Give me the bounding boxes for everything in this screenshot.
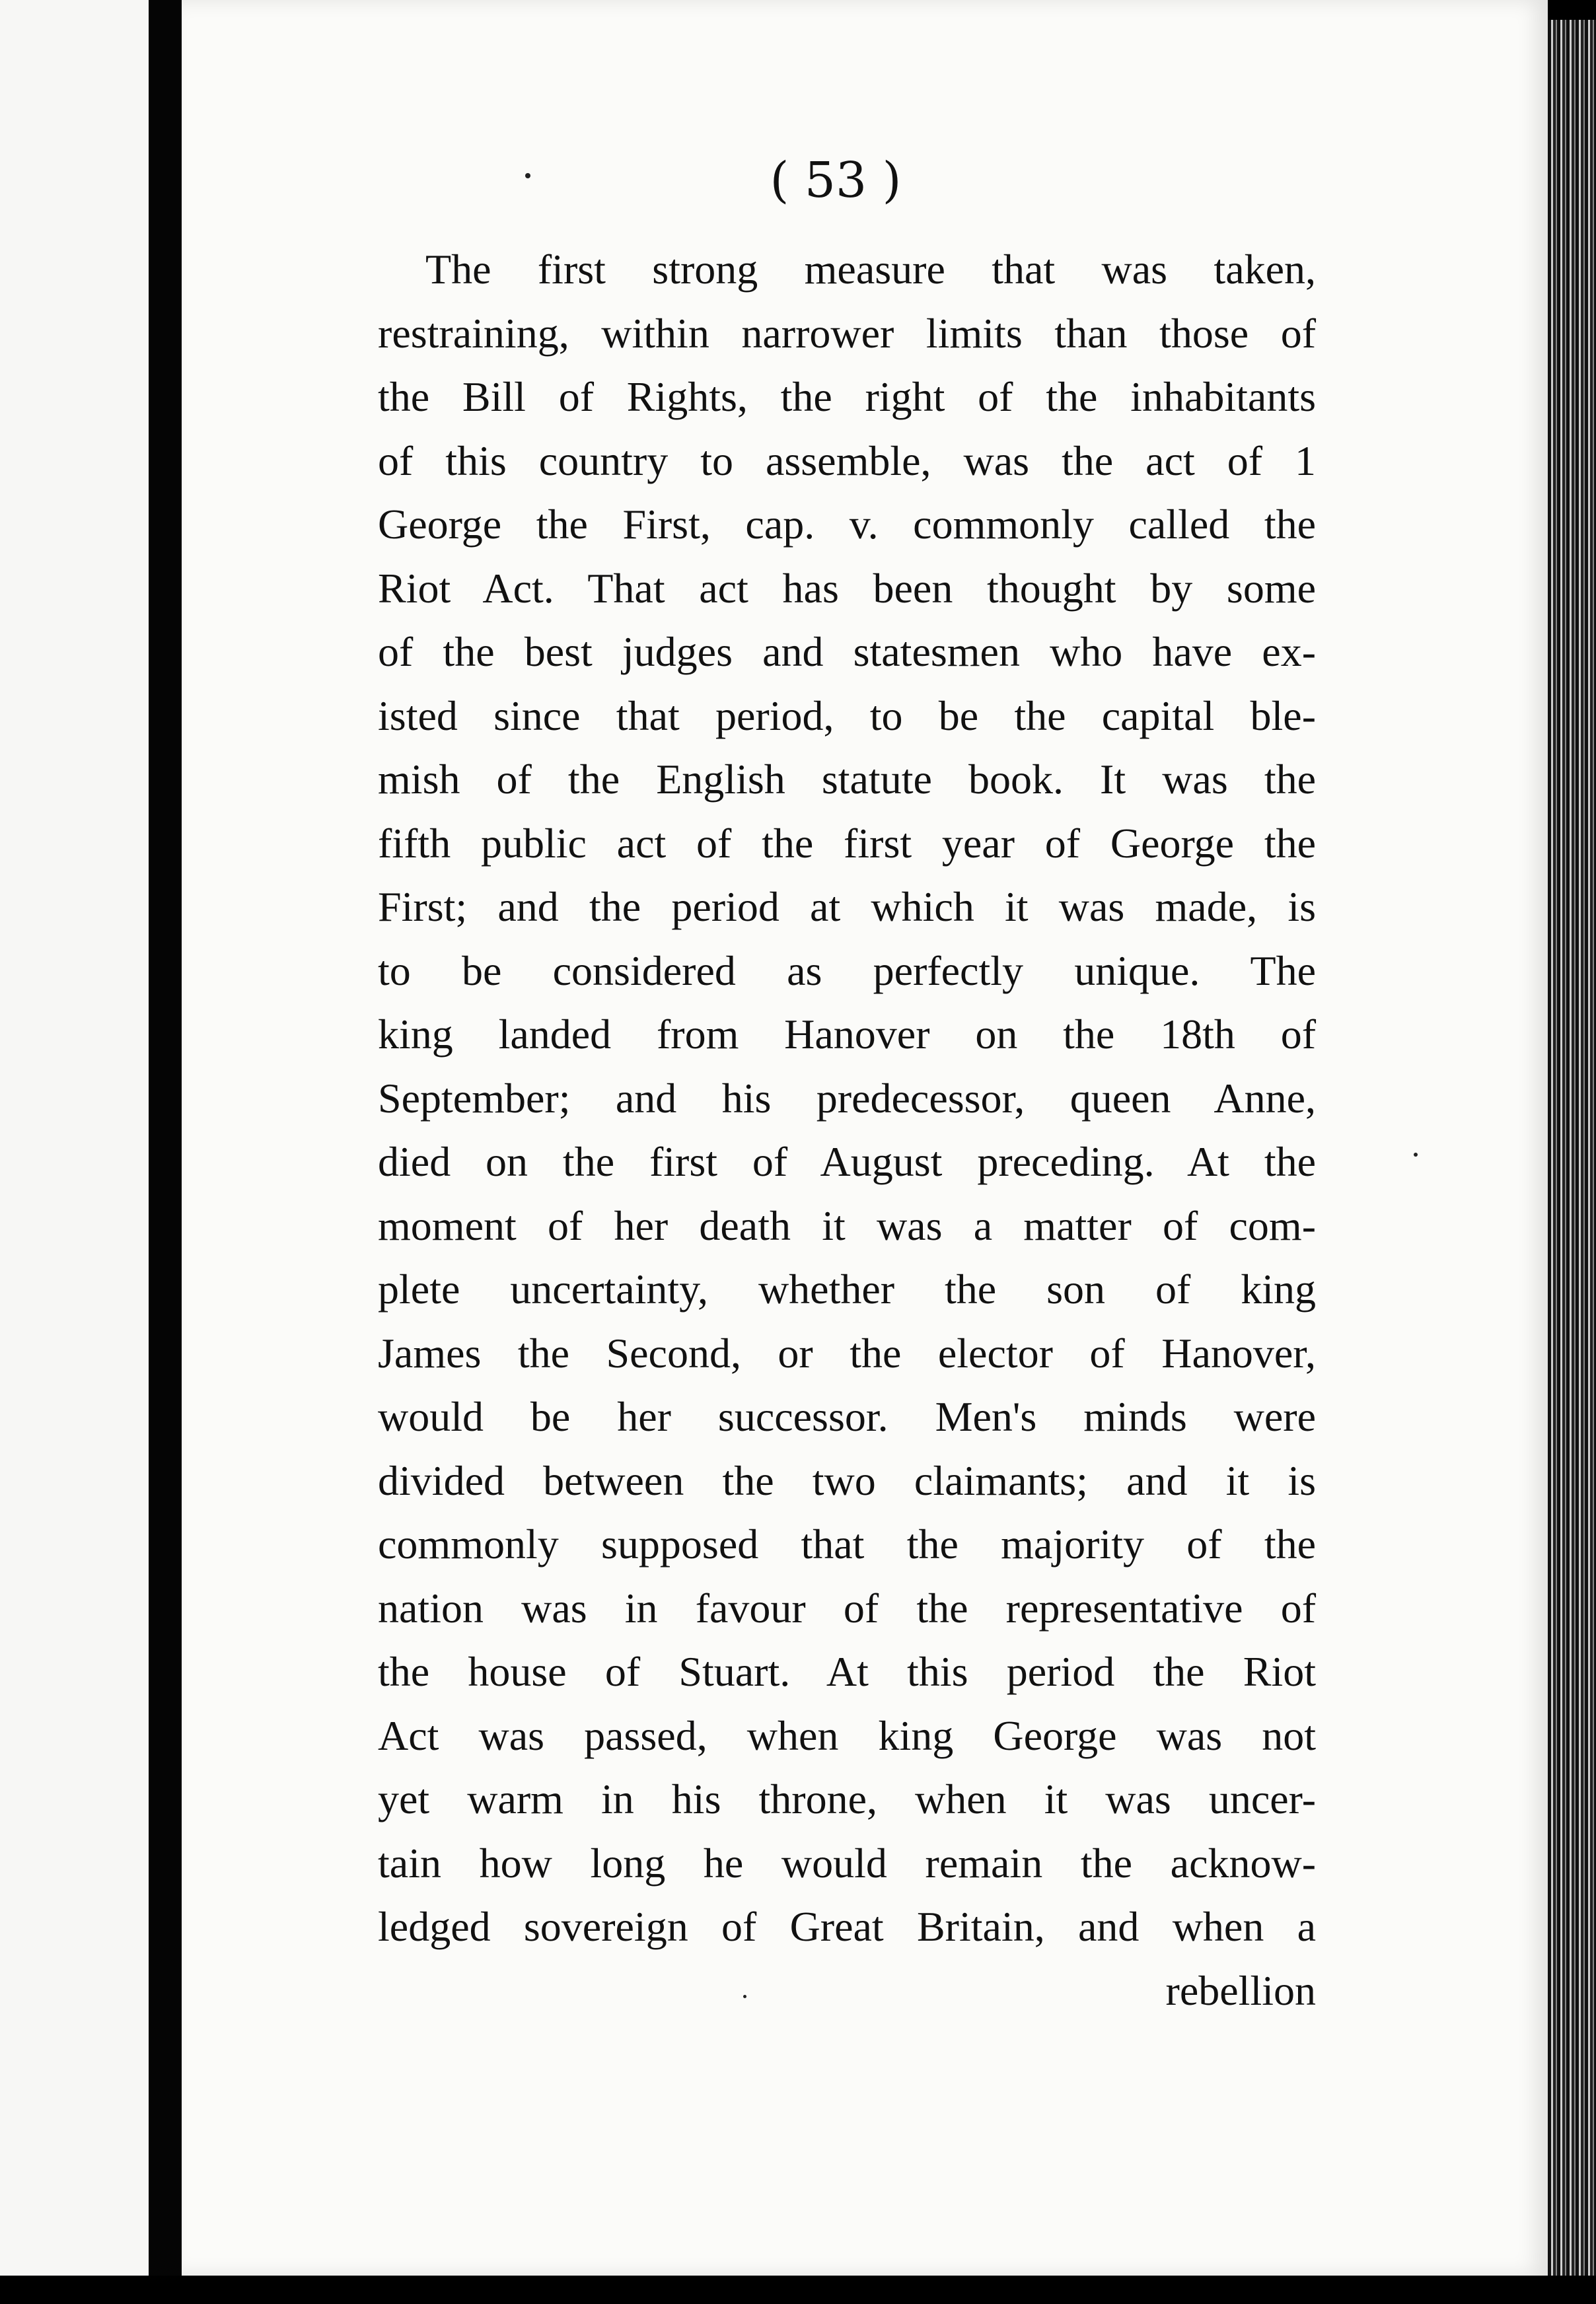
text-line: ledged sovereign of Great Britain, and when a [378, 1903, 1316, 1950]
text-line: died on the first of August preceding. At the [378, 1138, 1316, 1185]
text-line: restraining, within narrower limits than those of [378, 309, 1316, 357]
page-number: ( 53 ) [770, 152, 902, 209]
text-line: yet warm in his throne, when it was uncer- [378, 1776, 1316, 1822]
facing-page-edge [0, 0, 149, 2276]
scan-bottom-border [0, 2276, 1596, 2304]
text-line: The first strong measure that was taken, [425, 246, 1316, 293]
text-line: First; and the period at which it was made, is [378, 883, 1316, 930]
text-line: plete uncertainty, whether the son of king [378, 1266, 1316, 1313]
text-line: isted since that period, to be the capital ble- [378, 692, 1316, 739]
ink-speck [743, 1995, 746, 1998]
text-line: fifth public act of the first year of George the [378, 819, 1316, 867]
text-line: to be considered as perfectly unique. The [378, 947, 1316, 994]
body-text [378, 238, 1316, 2023]
text-line: George the First, cap. v. commonly called the [378, 501, 1316, 548]
text-line: divided between the two claimants; and it is [378, 1457, 1316, 1504]
text-line: king landed from Hanover on the 18th of [378, 1011, 1316, 1058]
text-line: tain how long he would remain the acknow- [378, 1839, 1316, 1887]
text-line: the Bill of Rights, the right of the inhabitants [378, 373, 1316, 420]
text-line: would be her successor. Men's minds were [378, 1393, 1316, 1440]
text-line: the house of Stuart. At this period the Riot [378, 1648, 1316, 1695]
text-line: mish of the English statute book. It was the [378, 756, 1316, 803]
text-line: of the best judges and statesmen who have ex- [378, 628, 1316, 675]
catchword: rebellion [1165, 1966, 1316, 2014]
text-line: September; and his predecessor, queen Anne, [378, 1074, 1316, 1122]
text-line: moment of her death it was a matter of com- [378, 1202, 1316, 1249]
ink-speck [1414, 1153, 1418, 1157]
text-line: commonly supposed that the majority of the [378, 1521, 1316, 1567]
text-line: Riot Act. That act has been thought by some [378, 564, 1316, 612]
text-line: nation was in favour of the representative of [378, 1584, 1316, 1632]
page-edges [1548, 20, 1596, 2292]
book-gutter [149, 0, 182, 2304]
text-line: James the Second, or the elector of Hanover, [378, 1329, 1316, 1377]
text-line: Act was passed, when king George was not [378, 1711, 1316, 1759]
text-line: of this country to assemble, was the act of 1 [378, 437, 1316, 484]
ink-speck [525, 173, 530, 178]
